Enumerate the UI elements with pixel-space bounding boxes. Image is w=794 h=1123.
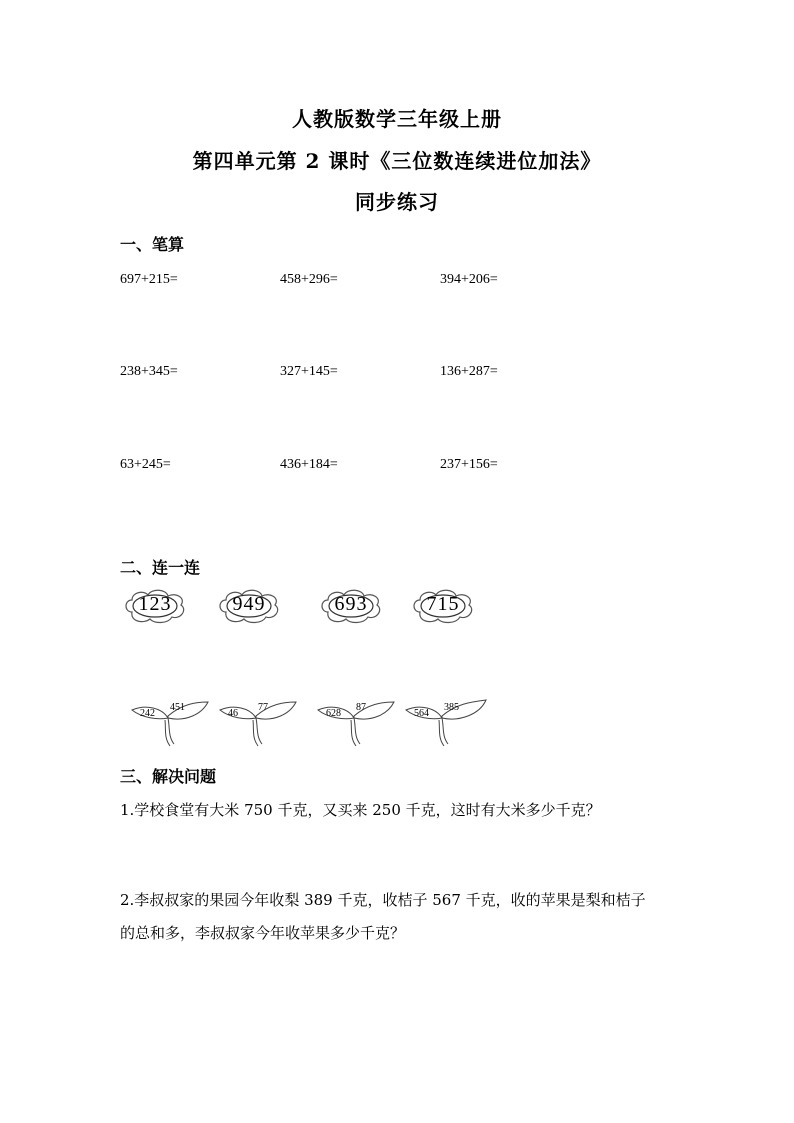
- leaf-pair-card[interactable]: [402, 696, 492, 748]
- cloud-number-card[interactable]: [122, 586, 188, 626]
- leaf-pair-card[interactable]: [128, 696, 218, 748]
- leaf-number-right: 451: [170, 702, 185, 713]
- cloud-number: 693: [334, 593, 368, 615]
- leaf-number-right: 77: [258, 702, 268, 713]
- exercise-title: 同步练习: [355, 190, 439, 214]
- problem-1: 1.学校食堂有大米 750 千克，又买来 250 千克，这时有大米多少千克？: [120, 801, 601, 819]
- leaf-number-left: 564: [414, 708, 429, 719]
- calc-expression: 136+287=: [440, 364, 498, 379]
- cloud-number-card[interactable]: [318, 586, 384, 626]
- calc-expression: 327+145=: [280, 364, 338, 379]
- section-heading-problems: 三、解决问题: [120, 767, 217, 786]
- leaf-number-right: 87: [356, 702, 366, 713]
- calc-expression: 458+296=: [280, 272, 338, 287]
- calc-expression: 436+184=: [280, 457, 338, 472]
- leaf-pair-card[interactable]: [216, 696, 306, 748]
- leaf-pair-card[interactable]: [314, 696, 404, 748]
- calc-expression: 394+206=: [440, 272, 498, 287]
- calc-expression: 697+215=: [120, 272, 178, 287]
- lesson-title: 第四单元第 2 课时《三位数连续进位加法》: [192, 149, 602, 173]
- section-heading-matching: 二、连一连: [120, 558, 201, 577]
- cloud-number: 949: [232, 593, 266, 615]
- calc-expression: 237+156=: [440, 457, 498, 472]
- leaf-number-left: 242: [140, 708, 155, 719]
- cloud-number-card[interactable]: [410, 586, 476, 626]
- problem-2-line-2: 的总和多，李叔叔家今年收苹果多少千克？: [120, 924, 406, 942]
- leaf-number-left: 628: [326, 708, 341, 719]
- cloud-number: 715: [426, 593, 460, 615]
- calc-expression: 238+345=: [120, 364, 178, 379]
- cloud-number: 123: [138, 593, 172, 615]
- worksheet-title: 人教版数学三年级上册: [292, 107, 502, 131]
- section-heading-written-calc: 一、笔算: [120, 235, 185, 254]
- leaf-number-left: 46: [228, 708, 238, 719]
- calc-expression: 63+245=: [120, 457, 171, 472]
- problem-2-line-1: 2.李叔叔家的果园今年收梨 389 千克，收桔子 567 千克，收的苹果是梨和桔子: [120, 891, 646, 909]
- leaf-number-right: 385: [444, 702, 459, 713]
- cloud-number-card[interactable]: [216, 586, 282, 626]
